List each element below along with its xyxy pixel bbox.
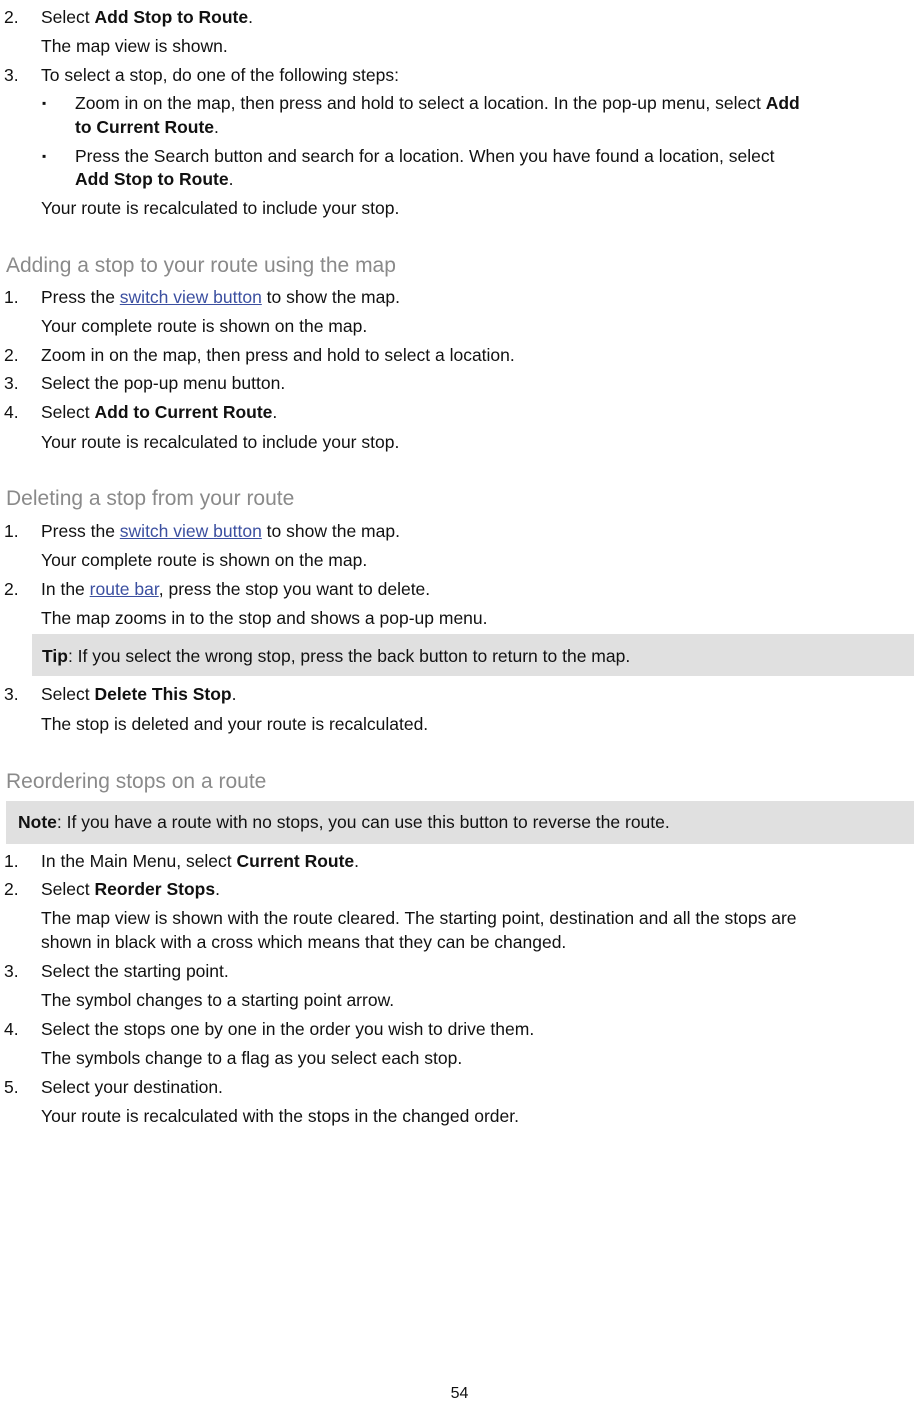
switch-view-button-link[interactable]: switch view button [119,521,262,541]
section-heading-reordering-stops: Reordering stops on a route [6,770,267,793]
switch-view-button-link[interactable]: switch view button [119,287,262,307]
bullet-icon: ▪ [42,149,47,163]
note-label: Note [18,812,57,832]
bullet-icon: ▪ [42,96,47,110]
section-heading-adding-stop-map: Adding a stop to your route using the map [6,254,396,277]
tip-box: Tip: If you select the wrong stop, press the back button to return to the map. [32,634,914,676]
note-box: Note: If you have a route with no stops, you can use this button to reverse the route. [6,801,914,844]
section-heading-deleting-stop: Deleting a stop from your route [6,487,295,510]
manual-page: 2. Select Add Stop to Route. The map view is shown. 3. To select a stop, do one of the following steps: ▪ Zoom in on the map, then press and hold to select a location. In the pop-up menu, select Add to Current Route. ▪ Press the Search button and search for a location. When you have found a location, select Add Stop to Route. Your route is recalculated to include your stop. Adding a stop to your route using the map 1. Press the switch view button to show the map. Your complete route is shown on the map. 2. Zoom in on the map, then press and hold to select a location. 3. Select the pop-up menu button. 4. Select Add to Current Route. Your route is recalculated to include your stop. Deleting a stop from your route 1. Press the switch view button to show the map. Your complete route is shown on the map. 2. In the route bar, press the stop you want to delete. The map zooms in to the stop and shows a pop-up menu. Tip: If you select the wrong stop, press the back button to return to the map. 3. Select Delete This Stop. The stop is deleted and your route is recalculated. Reordering stops on a route Note: If you have a route with no stops, you can use this button to reverse the route. 1. In the Main Menu, select Current Route. 2. Select Reorder Stops. The map view is shown with the route cleared. The starting point, destination and all the stops are shown in black with a cross which means that they can be changed. 3. Select the starting point. The symbol changes to a starting point arrow. 4. Select the stops one by one in the order you wish to drive them. The symbols change to a flag as you select each stop. 5. Select your destination. Your route is recalculated with the stops in the changed order. 54 [0,0,919,1408]
route-bar-link[interactable]: route bar [89,579,159,599]
page-number: 54 [450,1385,469,1402]
tip-label: Tip [42,646,68,666]
